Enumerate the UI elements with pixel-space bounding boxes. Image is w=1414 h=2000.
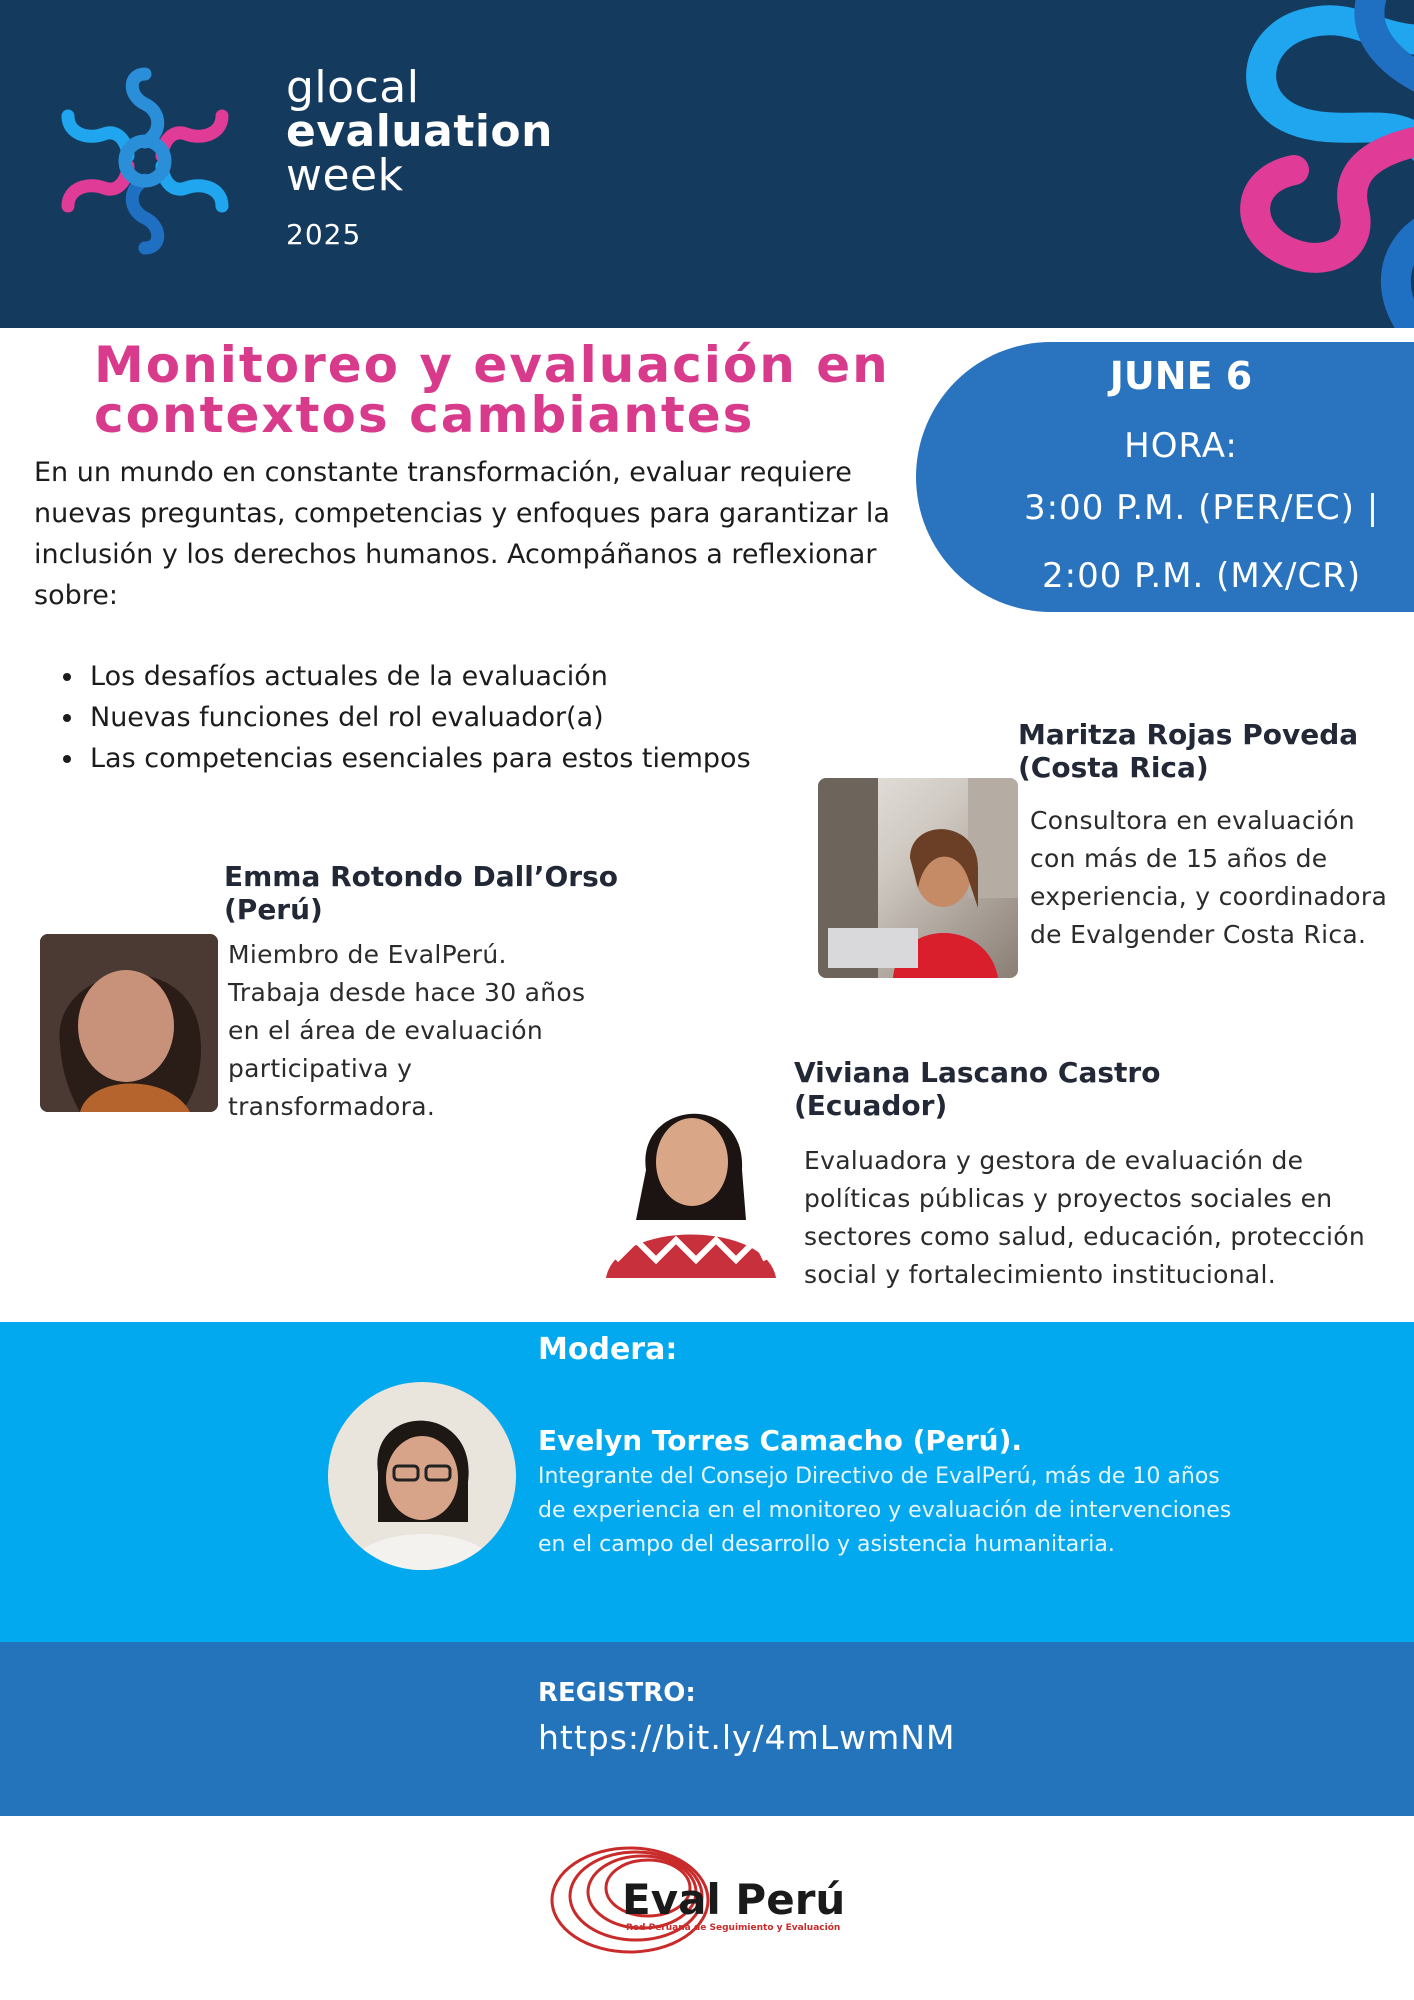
- speaker-name: Maritza Rojas Poveda: [1018, 718, 1359, 751]
- moderator-name: Evelyn Torres Camacho (Perú).: [538, 1424, 1023, 1457]
- registration-link[interactable]: https://bit.ly/4mLwmNM: [538, 1718, 956, 1757]
- moderator-label: Modera:: [538, 1332, 678, 1367]
- date-time-panel: [916, 342, 1414, 612]
- speaker-name: Viviana Lascano Castro: [794, 1056, 1161, 1089]
- speaker-country: (Costa Rica): [1018, 751, 1209, 784]
- brand-line-week: week: [286, 150, 404, 201]
- intro-paragraph: En un mundo en constante transformación, evaluar requiere nuevas preguntas, competencias y enfoques para garantizar la inclusión y los derechos humanos. Acompáñanos a reflexionar sobre:: [34, 457, 890, 611]
- time-per-ec: 3:00 P.M. (PER/EC) |: [1024, 488, 1380, 528]
- speaker-emma-name: [224, 860, 618, 926]
- header-banner: [0, 0, 1414, 328]
- corner-decoration-icon: [1174, 0, 1414, 328]
- time-mx-cr: 2:00 P.M. (MX/CR): [1042, 556, 1362, 596]
- brand-wordmark: [286, 62, 553, 251]
- speaker-maritza-bio: Consultora en evaluación con más de 15 años de experiencia, y coordinadora de Evalgender Costa Rica.: [1030, 806, 1388, 949]
- speaker-viviana-photo: [596, 1070, 784, 1278]
- list-item: • Nuevas funciones del rol evaluador(a): [86, 697, 751, 738]
- speaker-emma-photo: [40, 934, 218, 1112]
- moderator-bio: Integrante del Consejo Directivo de EvalPerú, más de 10 años de experiencia en el monitoreo y evaluación de intervenciones en el campo del desarrollo y asistencia humanitaria.: [538, 1464, 1232, 1557]
- brand-year: 2025: [286, 218, 362, 251]
- speaker-viviana-bio: Evaluadora y gestora de evaluación de políticas públicas y proyectos sociales en sectores como salud, educación, protección social y fortalecimiento institucional.: [804, 1146, 1366, 1289]
- event-title: Monitoreo y evaluación en contextos cambiantes: [94, 336, 890, 444]
- logo-text: Eval Perú: [622, 1875, 846, 1924]
- speaker-maritza-photo: [818, 778, 1018, 978]
- brand-line-glocal: glocal: [286, 62, 420, 113]
- speaker-country: (Ecuador): [794, 1089, 948, 1122]
- moderator-photo: [328, 1382, 516, 1570]
- logo-subtitle: Red Peruana de Seguimiento y Evaluación: [626, 1923, 841, 1933]
- list-item: • Las competencias esenciales para estos tiempos: [86, 738, 751, 779]
- brand-line-evaluation: evaluation: [286, 106, 553, 157]
- speaker-country: (Perú): [224, 893, 323, 926]
- speaker-emma-bio: Miembro de EvalPerú. Trabaja desde hace 30 años en el área de evaluación participativa y transformadora.: [228, 940, 586, 1121]
- glocal-logo-icon: [48, 56, 242, 266]
- list-item: • Los desafíos actuales de la evaluación: [86, 656, 751, 697]
- evalperu-logo-icon: [540, 1830, 860, 1970]
- event-date: JUNE 6: [1109, 354, 1253, 398]
- topic-list: [58, 656, 751, 779]
- speaker-name: Emma Rotondo Dall’Orso: [224, 860, 618, 893]
- registration-label: REGISTRO:: [538, 1678, 696, 1708]
- time-label: HORA:: [1124, 426, 1238, 466]
- speaker-viviana-name: [794, 1056, 1160, 1122]
- speaker-maritza-name: [1018, 718, 1358, 784]
